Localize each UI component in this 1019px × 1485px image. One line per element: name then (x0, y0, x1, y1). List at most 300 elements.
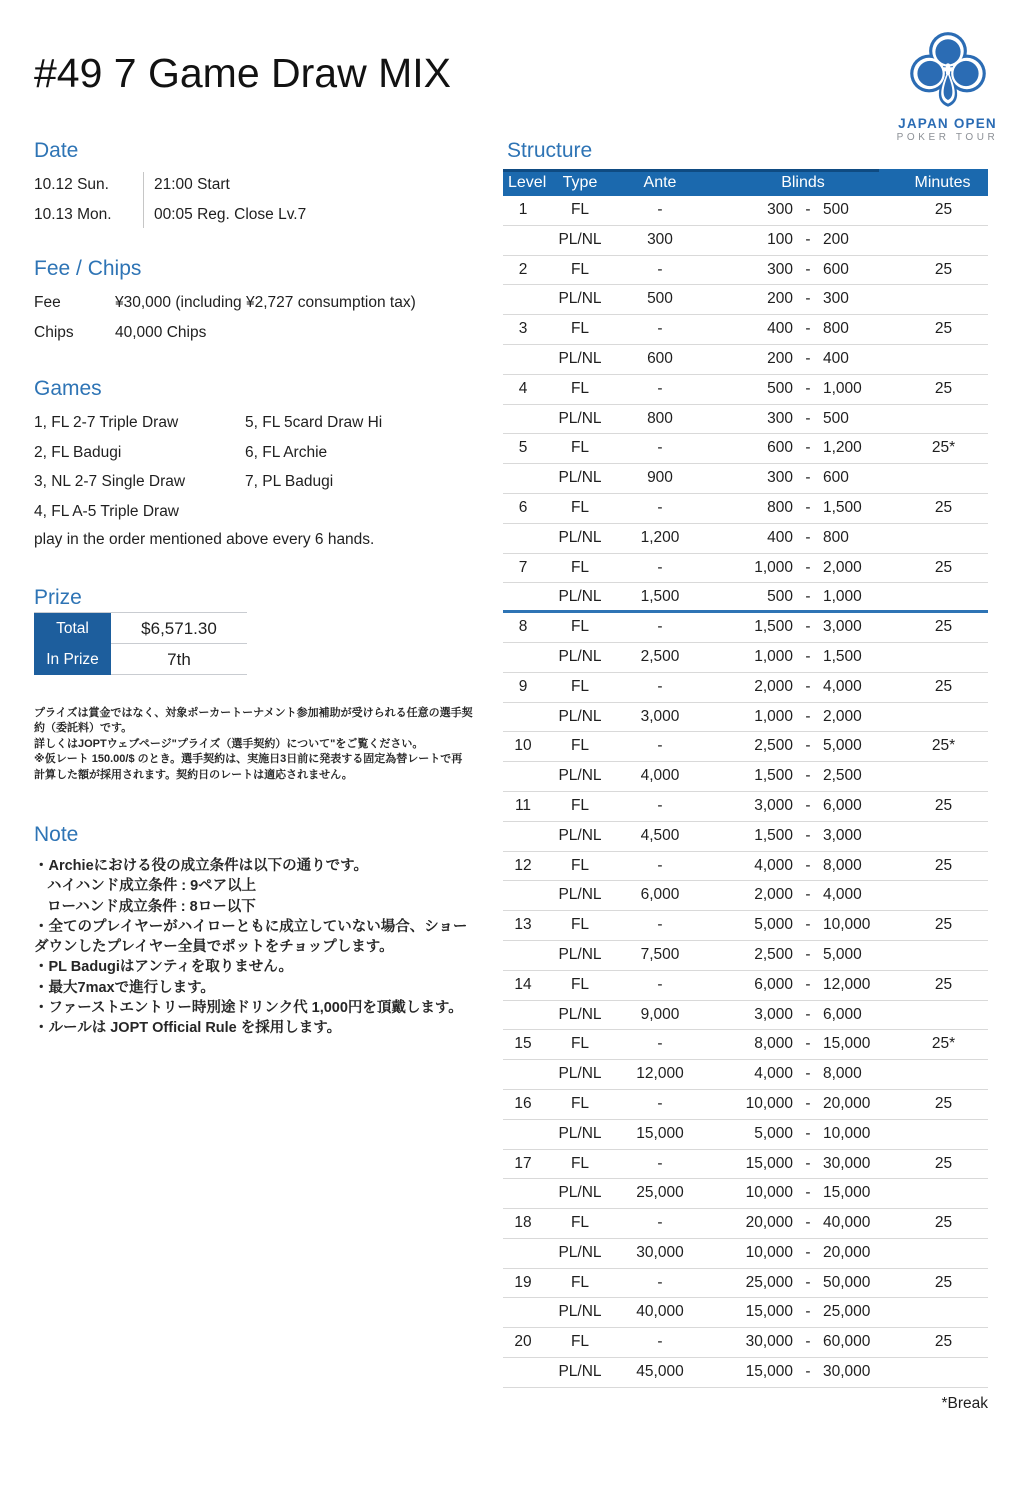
blinds-dash: - (805, 826, 811, 844)
ante-cell: - (657, 320, 663, 338)
small-blind-cell: 300 (767, 469, 793, 487)
note-line: ・全てのプレイヤーがハイローともに成立していない場合、ショー (34, 918, 468, 935)
big-blind-cell: 1,000 (823, 379, 862, 397)
header-top-accent (503, 169, 879, 172)
minutes-cell (883, 285, 988, 314)
level-cell: 19 (514, 1273, 532, 1291)
type-cell: FL (570, 1154, 590, 1172)
small-blind-cell: 1,500 (754, 767, 793, 785)
games-list-right (245, 408, 382, 497)
blinds-dash: - (805, 647, 811, 665)
date-time: 21:00 Start (154, 176, 230, 193)
small-blind-cell: 10,000 (745, 1243, 793, 1261)
level-cell (503, 762, 543, 791)
structure-row (503, 1030, 988, 1060)
ante-cell: - (657, 677, 663, 695)
small-blind-cell: 5,000 (754, 1124, 793, 1142)
big-blind-cell: 1,500 (823, 647, 862, 665)
blinds-dash: - (805, 260, 811, 278)
structure-row (503, 434, 988, 464)
fee-chips-table (34, 288, 416, 348)
type-cell: FL (570, 796, 590, 814)
small-blind-cell: 5,000 (754, 916, 793, 934)
type-cell: PL/NL (558, 1243, 602, 1261)
minutes-cell: 25 (934, 796, 953, 814)
prize-disclaimer-line: 計算した額が採用されます。契約日のレートは適応されません。 (34, 768, 353, 781)
minutes-cell: 25* (931, 439, 956, 457)
type-cell: PL/NL (558, 647, 602, 665)
minutes-cell: 25 (934, 379, 953, 397)
small-blind-cell: 6,000 (754, 975, 793, 993)
minutes-cell (883, 1060, 988, 1089)
note-line: ・ルールは JOPT Official Rule を採用します。 (34, 1020, 342, 1037)
ante-cell: 2,500 (640, 647, 680, 665)
level-cell (503, 1358, 543, 1387)
date-row (34, 170, 464, 200)
type-cell: FL (570, 618, 590, 636)
type-cell: PL/NL (558, 290, 602, 308)
minutes-cell (883, 1239, 988, 1268)
date-heading: Date (34, 139, 79, 162)
big-blind-cell: 4,000 (823, 677, 862, 695)
structure-row (503, 822, 988, 852)
small-blind-cell: 100 (767, 230, 793, 248)
type-cell: PL/NL (558, 1065, 602, 1083)
level-cell: 20 (514, 1333, 532, 1351)
blinds-dash: - (805, 945, 811, 963)
big-blind-cell: 3,000 (823, 618, 862, 636)
small-blind-cell: 4,000 (754, 856, 793, 874)
structure-table (503, 169, 988, 1388)
minutes-cell: 25 (934, 1333, 953, 1351)
prize-row (34, 644, 247, 675)
prize-inprize-label: In Prize (34, 644, 111, 675)
structure-row (503, 792, 988, 822)
ante-cell: 25,000 (636, 1184, 684, 1202)
structure-row (503, 1298, 988, 1328)
small-blind-cell: 25,000 (745, 1273, 793, 1291)
prize-row (34, 613, 247, 644)
minutes-cell (883, 524, 988, 553)
level-cell: 12 (514, 856, 532, 874)
blinds-dash: - (805, 1303, 811, 1321)
type-cell: PL/NL (558, 1184, 602, 1202)
note-line: ・PL Badugiはアンティを取りません。 (34, 959, 294, 976)
ante-cell: - (657, 796, 663, 814)
blinds-dash: - (805, 379, 811, 397)
date-row (34, 200, 464, 230)
type-cell: FL (570, 320, 590, 338)
big-blind-cell: 2,000 (823, 558, 862, 576)
level-cell (503, 226, 543, 255)
level-cell (503, 703, 543, 732)
big-blind-cell: 1,000 (823, 588, 862, 606)
note-list (34, 856, 467, 1039)
blinds-dash: - (805, 230, 811, 248)
date-table (34, 170, 464, 230)
big-blind-cell: 30,000 (823, 1363, 871, 1381)
structure-row (503, 1001, 988, 1031)
type-cell: PL/NL (558, 349, 602, 367)
prize-disclaimer-line: 約（委託料）です。 (34, 722, 133, 735)
games-footer: play in the order mentioned above every 6 hands. (34, 531, 375, 548)
prize-table (34, 612, 247, 675)
ante-cell: - (657, 1154, 663, 1172)
ante-cell: - (657, 379, 663, 397)
level-cell (503, 464, 543, 493)
ante-cell: 300 (647, 230, 673, 248)
minutes-cell (883, 345, 988, 374)
blinds-dash: - (805, 796, 811, 814)
minutes-cell: 25 (934, 1094, 953, 1112)
type-cell: FL (570, 1035, 590, 1053)
ante-cell: 1,200 (640, 528, 680, 546)
level-cell (503, 1179, 543, 1208)
game-item: 7, PL Badugi (245, 473, 334, 491)
structure-row (503, 524, 988, 554)
level-cell (503, 643, 543, 672)
ante-cell: 15,000 (636, 1124, 684, 1142)
ante-cell: 40,000 (636, 1303, 684, 1321)
minutes-cell: 25 (934, 260, 953, 278)
structure-row (503, 1150, 988, 1180)
big-blind-cell: 2,500 (823, 767, 862, 785)
structure-row (503, 941, 988, 971)
prize-disclaimer-line: プライズは賞金ではなく、対象ポーカートーナメント参加補助が受けられる任意の選手契 (34, 707, 473, 719)
minutes-cell (883, 762, 988, 791)
structure-row (503, 196, 988, 226)
big-blind-cell: 15,000 (823, 1035, 871, 1053)
type-cell: PL/NL (558, 409, 602, 427)
big-blind-cell: 25,000 (823, 1303, 871, 1321)
big-blind-cell: 20,000 (823, 1094, 871, 1112)
note-line: ローハンド成立条件 : 8ロー以下 (47, 898, 256, 915)
date-value: 10.13 Mon. (34, 206, 112, 223)
blinds-dash: - (805, 618, 811, 636)
small-blind-cell: 3,000 (754, 796, 793, 814)
minutes-cell (883, 405, 988, 434)
blinds-dash: - (805, 290, 811, 308)
structure-row (503, 911, 988, 941)
minutes-cell: 25 (934, 856, 953, 874)
level-cell (503, 881, 543, 910)
level-cell: 11 (514, 796, 532, 814)
type-cell: PL/NL (558, 1363, 602, 1381)
structure-row (503, 1060, 988, 1090)
big-blind-cell: 200 (823, 230, 849, 248)
ante-cell: - (657, 201, 663, 218)
big-blind-cell: 1,500 (823, 498, 862, 516)
big-blind-cell: 5,000 (823, 945, 862, 963)
chips-row (34, 318, 416, 348)
structure-row (503, 1269, 988, 1299)
minutes-cell: 25 (934, 320, 953, 338)
minutes-cell: 25 (934, 975, 953, 993)
blinds-dash: - (805, 439, 811, 457)
type-cell: PL/NL (558, 230, 602, 248)
structure-header-row (503, 169, 988, 196)
level-cell (503, 1060, 543, 1089)
blinds-dash: - (805, 886, 811, 904)
big-blind-cell: 50,000 (823, 1273, 871, 1291)
type-cell: PL/NL (558, 945, 602, 963)
type-cell: PL/NL (558, 528, 602, 546)
structure-row (503, 673, 988, 703)
blinds-dash: - (805, 1154, 811, 1172)
small-blind-cell: 1,000 (754, 558, 793, 576)
blinds-dash: - (805, 1243, 811, 1261)
structure-row (503, 852, 988, 882)
structure-row (503, 345, 988, 375)
structure-row (503, 703, 988, 733)
prize-total-value: $6,571.30 (141, 619, 217, 638)
blinds-dash: - (805, 588, 811, 606)
blinds-dash: - (805, 201, 811, 218)
minutes-cell (883, 703, 988, 732)
small-blind-cell: 1,500 (754, 826, 793, 844)
blinds-dash: - (805, 677, 811, 695)
date-time: 00:05 Reg. Close Lv.7 (154, 206, 307, 223)
big-blind-cell: 15,000 (823, 1184, 871, 1202)
game-item: 3, NL 2-7 Single Draw (34, 473, 186, 491)
level-cell: 10 (514, 737, 532, 755)
prize-inprize-value: 7th (167, 650, 191, 669)
small-blind-cell: 15,000 (745, 1363, 793, 1381)
games-list-left (34, 408, 185, 527)
structure-row (503, 494, 988, 524)
small-blind-cell: 15,000 (745, 1154, 793, 1172)
level-cell: 17 (514, 1154, 532, 1172)
ante-cell: - (657, 498, 663, 516)
blinds-dash: - (805, 1124, 811, 1142)
level-cell: 14 (514, 975, 532, 993)
small-blind-cell: 3,000 (754, 1005, 793, 1023)
game-item: 5, FL 5card Draw Hi (245, 414, 383, 431)
type-cell: FL (570, 856, 590, 874)
prize-disclaimer-line: 詳しくはJOPTウェブページ"プライズ（選手契約）について"をご覧ください。 (34, 737, 424, 750)
game-item: 2, FL Badugi (34, 443, 122, 461)
minutes-cell: 25 (934, 1154, 953, 1172)
minutes-cell (883, 881, 988, 910)
big-blind-cell: 400 (823, 349, 849, 367)
chips-label: Chips (34, 324, 74, 341)
ante-cell: - (657, 856, 663, 874)
big-blind-cell: 12,000 (823, 975, 871, 993)
big-blind-cell: 40,000 (823, 1214, 871, 1232)
ante-cell: - (657, 260, 663, 278)
ante-cell: 4,500 (640, 826, 680, 844)
blinds-dash: - (805, 349, 811, 367)
small-blind-cell: 500 (767, 379, 793, 397)
type-cell: FL (570, 201, 590, 218)
date-value: 10.12 Sun. (34, 176, 109, 193)
structure-row (503, 971, 988, 1001)
ante-cell: - (657, 558, 663, 576)
small-blind-cell: 1,000 (754, 647, 793, 665)
note-line: ハイハンド成立条件 : 9ペア以上 (47, 878, 257, 895)
ante-cell: - (657, 1333, 663, 1351)
big-blind-cell: 10,000 (823, 916, 871, 934)
type-cell: FL (570, 737, 590, 755)
small-blind-cell: 2,500 (754, 945, 793, 963)
column-header-minutes: Minutes (914, 174, 971, 191)
type-cell: FL (570, 1273, 590, 1291)
game-item: 6, FL Archie (245, 443, 328, 461)
structure-rows (503, 196, 988, 1388)
ante-cell: 30,000 (636, 1243, 684, 1261)
minutes-cell: 25 (934, 677, 953, 695)
ante-cell: - (657, 1273, 663, 1291)
column-header-level: Level (508, 174, 547, 191)
small-blind-cell: 1,500 (754, 618, 793, 636)
game-item: 1, FL 2-7 Triple Draw (34, 414, 179, 431)
big-blind-cell: 6,000 (823, 1005, 862, 1023)
level-cell (503, 405, 543, 434)
small-blind-cell: 10,000 (745, 1184, 793, 1202)
blinds-dash: - (805, 916, 811, 934)
minutes-cell (883, 643, 988, 672)
big-blind-cell: 30,000 (823, 1154, 871, 1172)
small-blind-cell: 800 (767, 498, 793, 516)
small-blind-cell: 10,000 (745, 1094, 793, 1112)
level-cell: 15 (514, 1035, 532, 1053)
structure-heading: Structure (507, 139, 593, 162)
ante-cell: 600 (647, 349, 673, 367)
level-cell (503, 524, 543, 553)
level-cell (503, 1239, 543, 1268)
structure-row (503, 256, 988, 286)
big-blind-cell: 500 (823, 201, 849, 218)
minutes-cell: 25 (934, 916, 953, 934)
jopt-club-icon (903, 24, 993, 114)
type-cell: FL (570, 916, 590, 934)
type-cell: FL (570, 975, 590, 993)
small-blind-cell: 300 (767, 260, 793, 278)
structure-row (503, 554, 988, 584)
minutes-cell (883, 1179, 988, 1208)
blinds-dash: - (805, 1035, 811, 1053)
level-cell: 3 (518, 320, 528, 338)
ante-cell: - (657, 439, 663, 457)
level-cell (503, 285, 543, 314)
big-blind-cell: 4,000 (823, 886, 862, 904)
minutes-cell: 25 (934, 498, 953, 516)
level-cell (503, 583, 543, 612)
level-cell: 6 (518, 498, 528, 516)
type-cell: FL (570, 1214, 590, 1232)
ante-cell: 800 (647, 409, 673, 427)
structure-row (503, 1090, 988, 1120)
big-blind-cell: 3,000 (823, 826, 862, 844)
structure-row (503, 643, 988, 673)
structure-row (503, 583, 988, 613)
ante-cell: 9,000 (640, 1005, 680, 1023)
structure-row (503, 762, 988, 792)
note-line: ・ファーストエントリー時別途ドリンク代 1,000円を頂戴します。 (34, 1000, 463, 1017)
structure-row (503, 464, 988, 494)
minutes-cell: 25 (934, 201, 953, 218)
column-header-blinds: Blinds (781, 174, 825, 191)
blinds-dash: - (805, 469, 811, 487)
structure-row (503, 285, 988, 315)
fee-row (34, 288, 416, 318)
small-blind-cell: 200 (767, 290, 793, 308)
level-cell: 16 (514, 1094, 532, 1112)
structure-row (503, 613, 988, 643)
big-blind-cell: 1,200 (823, 439, 862, 457)
minutes-cell (883, 464, 988, 493)
blinds-dash: - (805, 1065, 811, 1083)
prize-disclaimer-line: ※仮レート 150.00/$ のとき。選手契約は、実施日3日前に発表する固定為替レートで再 (34, 753, 463, 766)
jopt-logo (880, 24, 1015, 143)
ante-cell: 4,000 (640, 767, 680, 785)
type-cell: PL/NL (558, 1303, 602, 1321)
level-cell (503, 1120, 543, 1149)
ante-cell: 900 (647, 469, 673, 487)
structure-row (503, 1209, 988, 1239)
type-cell: PL/NL (558, 1005, 602, 1023)
small-blind-cell: 200 (767, 349, 793, 367)
minutes-cell (883, 1358, 988, 1387)
big-blind-cell: 20,000 (823, 1243, 871, 1261)
minutes-cell: 25 (934, 558, 953, 576)
level-cell: 1 (518, 201, 528, 218)
minutes-cell (883, 822, 988, 851)
structure-row (503, 1328, 988, 1358)
level-cell: 5 (518, 439, 528, 457)
small-blind-cell: 1,000 (754, 707, 793, 725)
ante-cell: - (657, 1094, 663, 1112)
small-blind-cell: 2,500 (754, 737, 793, 755)
small-blind-cell: 300 (767, 409, 793, 427)
ante-cell: 3,000 (640, 707, 680, 725)
type-cell: FL (570, 439, 590, 457)
structure-row (503, 315, 988, 345)
small-blind-cell: 500 (767, 588, 793, 606)
blinds-dash: - (805, 558, 811, 576)
blinds-dash: - (805, 975, 811, 993)
minutes-cell: 25* (931, 737, 956, 755)
structure-row (503, 226, 988, 256)
type-cell: PL/NL (558, 1124, 602, 1142)
logo-text-japan-open: JAPAN OPEN (898, 116, 997, 131)
column-header-type: Type (562, 174, 598, 191)
blinds-dash: - (805, 767, 811, 785)
big-blind-cell: 600 (823, 260, 849, 278)
level-cell (503, 941, 543, 970)
prize-heading: Prize (34, 586, 82, 609)
level-cell: 7 (518, 558, 528, 576)
level-cell: 18 (514, 1214, 532, 1232)
fee-chips-heading: Fee / Chips (34, 257, 142, 280)
type-cell: FL (570, 558, 590, 576)
minutes-cell (883, 1001, 988, 1030)
big-blind-cell: 6,000 (823, 796, 862, 814)
big-blind-cell: 800 (823, 320, 849, 338)
small-blind-cell: 2,000 (754, 677, 793, 695)
minutes-cell: 25 (934, 1214, 953, 1232)
blinds-dash: - (805, 528, 811, 546)
big-blind-cell: 600 (823, 469, 849, 487)
ante-cell: 6,000 (640, 886, 680, 904)
note-line: ・最大7maxで進行します。 (34, 979, 215, 996)
big-blind-cell: 500 (823, 409, 849, 427)
level-cell (503, 1298, 543, 1327)
fee-label: Fee (34, 294, 61, 311)
structure-row (503, 881, 988, 911)
big-blind-cell: 2,000 (823, 707, 862, 725)
ante-cell: - (657, 737, 663, 755)
